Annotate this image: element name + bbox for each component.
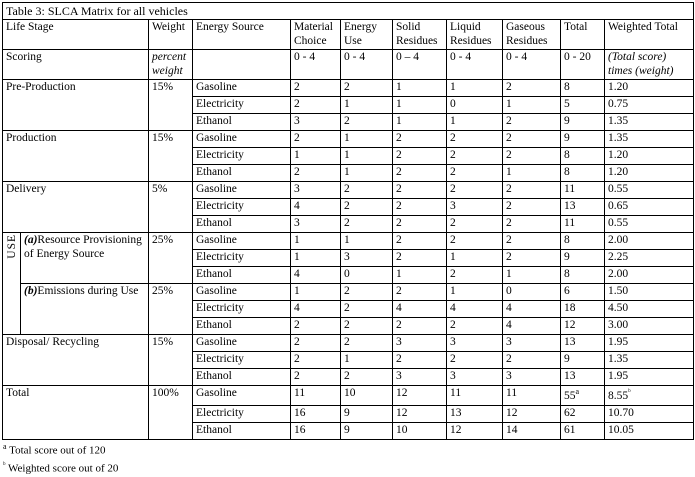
solid-residues: 1 [393, 80, 447, 97]
gaseous-residues: 14 [503, 422, 561, 439]
row-total: 8 [561, 233, 605, 250]
energy-source: Ethanol [193, 267, 291, 284]
row-total [561, 386, 605, 405]
table-row [3, 284, 694, 301]
gaseous-residues: 4 [503, 318, 561, 335]
material-choice: 4 [291, 301, 341, 318]
energy-use: 9 [341, 405, 393, 422]
liquid-residues: 12 [447, 422, 503, 439]
row-weighted-total: 2.00 [605, 267, 694, 284]
table-row-total [3, 386, 694, 405]
substage-letter-a: (a) [24, 234, 38, 247]
energy-use: 2 [341, 335, 393, 352]
gaseous-residues: 2 [503, 148, 561, 165]
header-energy-use: Energy Use [341, 20, 393, 50]
energy-source: Ethanol [193, 369, 291, 386]
row-total: 5 [561, 97, 605, 114]
substage-label-b: Emissions during Use [37, 285, 139, 298]
gaseous-residues: 2 [503, 199, 561, 216]
gaseous-residues: 1 [503, 165, 561, 182]
material-choice: 4 [291, 267, 341, 284]
energy-source: Ethanol [193, 114, 291, 131]
row-total: 13 [561, 335, 605, 352]
gaseous-residues: 2 [503, 182, 561, 199]
energy-use: 2 [341, 182, 393, 199]
liquid-residues: 0 [447, 97, 503, 114]
row-total: 12 [561, 318, 605, 335]
solid-residues: 2 [393, 182, 447, 199]
stage-total: Total [3, 386, 149, 439]
liquid-residues: 2 [447, 318, 503, 335]
liquid-residues: 3 [447, 369, 503, 386]
row-weighted-total: 1.95 [605, 335, 694, 352]
liquid-residues: 2 [447, 182, 503, 199]
solid-residues: 2 [393, 131, 447, 148]
solid-residues: 2 [393, 165, 447, 182]
row-weighted-total: 2.25 [605, 250, 694, 267]
liquid-residues: 13 [447, 405, 503, 422]
row-total-value: 55 [564, 390, 576, 403]
solid-residues: 2 [393, 318, 447, 335]
energy-use: 1 [341, 352, 393, 369]
row-total: 62 [561, 405, 605, 422]
liquid-residues: 1 [447, 284, 503, 301]
row-weighted-total [605, 386, 694, 405]
liquid-residues: 3 [447, 199, 503, 216]
row-weighted-total-value: 8.55 [608, 390, 629, 403]
liquid-residues: 2 [447, 148, 503, 165]
row-weighted-total: 1.20 [605, 80, 694, 97]
material-choice: 2 [291, 352, 341, 369]
gaseous-residues: 2 [503, 352, 561, 369]
liquid-residues: 3 [447, 335, 503, 352]
row-weighted-total: 3.00 [605, 318, 694, 335]
energy-use: 1 [341, 131, 393, 148]
material-choice: 2 [291, 335, 341, 352]
row-weighted-total: 1.35 [605, 131, 694, 148]
energy-use: 10 [341, 386, 393, 405]
row-total: 18 [561, 301, 605, 318]
liquid-residues: 2 [447, 165, 503, 182]
row-total: 9 [561, 131, 605, 148]
weight-emissions-during-use: 25% [149, 284, 193, 335]
energy-use: 0 [341, 267, 393, 284]
row-total: 9 [561, 250, 605, 267]
material-choice: 3 [291, 114, 341, 131]
energy-use: 2 [341, 301, 393, 318]
energy-source: Electricity [193, 250, 291, 267]
energy-source: Gasoline [193, 335, 291, 352]
energy-source: Gasoline [193, 182, 291, 199]
solid-residues: 1 [393, 97, 447, 114]
row-weighted-total: 2.00 [605, 233, 694, 250]
row-total-footnote-marker: a [575, 387, 580, 397]
weight-production: 15% [149, 131, 193, 182]
solid-residues: 10 [393, 422, 447, 439]
solid-residues: 2 [393, 250, 447, 267]
material-choice: 16 [291, 405, 341, 422]
row-weighted-total: 10.05 [605, 422, 694, 439]
solid-residues: 2 [393, 148, 447, 165]
energy-source: Ethanol [193, 165, 291, 182]
row-total: 13 [561, 199, 605, 216]
energy-use: 2 [341, 318, 393, 335]
weight-disposal-recycling: 15% [149, 335, 193, 386]
energy-use: 1 [341, 148, 393, 165]
material-choice: 1 [291, 148, 341, 165]
header-solid-residues: Solid Residues [393, 20, 447, 50]
energy-use: 2 [341, 369, 393, 386]
row-weighted-total: 1.35 [605, 352, 694, 369]
scoring-energy-source [193, 50, 291, 80]
solid-residues: 2 [393, 199, 447, 216]
scoring-row [3, 50, 694, 80]
solid-residues: 2 [393, 352, 447, 369]
energy-use: 2 [341, 216, 393, 233]
row-total: 11 [561, 182, 605, 199]
substage-letter-b: (b) [24, 285, 38, 298]
energy-use: 2 [341, 199, 393, 216]
solid-residues: 12 [393, 405, 447, 422]
liquid-residues: 4 [447, 301, 503, 318]
use-label-text: USE [6, 234, 18, 260]
row-weighted-total: 1.35 [605, 114, 694, 131]
liquid-residues: 2 [447, 216, 503, 233]
material-choice: 3 [291, 182, 341, 199]
scoring-weight: percent weight [149, 50, 193, 80]
energy-use: 2 [341, 80, 393, 97]
gaseous-residues: 3 [503, 335, 561, 352]
solid-residues: 3 [393, 369, 447, 386]
material-choice: 2 [291, 165, 341, 182]
row-total: 8 [561, 80, 605, 97]
stage-production: Production [3, 131, 149, 182]
row-total: 13 [561, 369, 605, 386]
scoring-energy-use: 0 - 4 [341, 50, 393, 80]
header-row [3, 20, 694, 50]
liquid-residues: 2 [447, 267, 503, 284]
liquid-residues: 1 [447, 250, 503, 267]
material-choice: 1 [291, 250, 341, 267]
row-weighted-total: 0.55 [605, 216, 694, 233]
header-weight: Weight [149, 20, 193, 50]
energy-source: Electricity [193, 148, 291, 165]
weight-delivery: 5% [149, 182, 193, 233]
row-weighted-total: 0.75 [605, 97, 694, 114]
table-row [3, 131, 694, 148]
liquid-residues: 11 [447, 386, 503, 405]
scoring-weighted-total: (Total score) times (weight) [605, 50, 694, 80]
row-total: 61 [561, 422, 605, 439]
header-energy-source: Energy Source [193, 20, 291, 50]
table-row [3, 182, 694, 199]
row-weighted-total: 1.20 [605, 165, 694, 182]
energy-use: 1 [341, 233, 393, 250]
row-weighted-total: 10.70 [605, 405, 694, 422]
stage-disposal-recycling: Disposal/ Recycling [3, 335, 149, 386]
energy-use: 1 [341, 165, 393, 182]
row-total: 9 [561, 114, 605, 131]
energy-use: 1 [341, 97, 393, 114]
stage-resource-provisioning [21, 233, 149, 284]
scoring-liquid-residues: 0 - 4 [447, 50, 503, 80]
material-choice: 16 [291, 422, 341, 439]
table-row [3, 80, 694, 97]
header-material-choice: Material Choice [291, 20, 341, 50]
footnote-a [3, 442, 695, 458]
solid-residues: 2 [393, 216, 447, 233]
energy-source: Ethanol [193, 422, 291, 439]
solid-residues: 2 [393, 284, 447, 301]
header-life-stage: Life Stage [3, 20, 149, 50]
gaseous-residues: 0 [503, 284, 561, 301]
table-title: Table 3: SLCA Matrix for all vehicles [3, 3, 694, 20]
stage-delivery: Delivery [3, 182, 149, 233]
liquid-residues: 1 [447, 80, 503, 97]
header-weighted-total: Weighted Total [605, 20, 694, 50]
solid-residues: 3 [393, 335, 447, 352]
solid-residues: 4 [393, 301, 447, 318]
footnote-a-text: Total score out of 120 [9, 444, 106, 457]
energy-source: Gasoline [193, 284, 291, 301]
energy-use: 2 [341, 114, 393, 131]
gaseous-residues: 2 [503, 131, 561, 148]
table-row [3, 335, 694, 352]
row-total: 8 [561, 165, 605, 182]
scoring-total: 0 - 20 [561, 50, 605, 80]
energy-source: Gasoline [193, 386, 291, 405]
scoring-gaseous-residues: 0 - 4 [503, 50, 561, 80]
energy-source: Gasoline [193, 80, 291, 97]
liquid-residues: 2 [447, 233, 503, 250]
gaseous-residues: 2 [503, 233, 561, 250]
material-choice: 2 [291, 131, 341, 148]
row-total: 9 [561, 352, 605, 369]
gaseous-residues: 4 [503, 301, 561, 318]
energy-source: Ethanol [193, 318, 291, 335]
scoring-solid-residues: 0 – 4 [393, 50, 447, 80]
footnote-b [3, 460, 695, 476]
stage-use-group-label [3, 233, 21, 335]
row-weighted-total: 1.50 [605, 284, 694, 301]
gaseous-residues: 11 [503, 386, 561, 405]
row-weighted-total: 1.20 [605, 148, 694, 165]
liquid-residues: 2 [447, 131, 503, 148]
stage-pre-production: Pre-Production [3, 80, 149, 131]
row-total: 11 [561, 216, 605, 233]
energy-source: Gasoline [193, 233, 291, 250]
table-row [3, 233, 694, 250]
material-choice: 2 [291, 369, 341, 386]
weight-pre-production: 15% [149, 80, 193, 131]
energy-source: Gasoline [193, 131, 291, 148]
weight-resource-provisioning: 25% [149, 233, 193, 284]
weight-total: 100% [149, 386, 193, 439]
solid-residues: 12 [393, 386, 447, 405]
slca-matrix-table [2, 2, 694, 440]
material-choice: 1 [291, 233, 341, 250]
gaseous-residues: 1 [503, 267, 561, 284]
row-weighted-footnote-marker: ᵇ [628, 387, 631, 397]
energy-source: Ethanol [193, 216, 291, 233]
scoring-material-choice: 0 - 4 [291, 50, 341, 80]
document-page [0, 2, 695, 475]
scoring-label: Scoring [3, 50, 149, 80]
gaseous-residues: 2 [503, 114, 561, 131]
stage-emissions-during-use [21, 284, 149, 335]
footnote-a-marker: a [3, 441, 7, 451]
substage-label-a: Resource Provisioning of Energy Source [24, 234, 142, 260]
row-total: 6 [561, 284, 605, 301]
gaseous-residues: 1 [503, 97, 561, 114]
material-choice: 3 [291, 216, 341, 233]
material-choice: 11 [291, 386, 341, 405]
row-weighted-total: 0.55 [605, 182, 694, 199]
gaseous-residues: 2 [503, 80, 561, 97]
material-choice: 2 [291, 80, 341, 97]
table-title-row [3, 3, 694, 20]
gaseous-residues: 2 [503, 250, 561, 267]
energy-source: Electricity [193, 97, 291, 114]
row-total: 8 [561, 148, 605, 165]
row-total: 8 [561, 267, 605, 284]
energy-source: Electricity [193, 405, 291, 422]
energy-source: Electricity [193, 301, 291, 318]
material-choice: 2 [291, 318, 341, 335]
row-weighted-total: 0.65 [605, 199, 694, 216]
gaseous-residues: 3 [503, 369, 561, 386]
footnote-b-text: Weighted score out of 20 [8, 462, 119, 475]
row-weighted-total: 4.50 [605, 301, 694, 318]
energy-source: Electricity [193, 199, 291, 216]
gaseous-residues: 2 [503, 216, 561, 233]
solid-residues: 1 [393, 114, 447, 131]
liquid-residues: 2 [447, 352, 503, 369]
row-weighted-total: 1.95 [605, 369, 694, 386]
solid-residues: 2 [393, 233, 447, 250]
header-liquid-residues: Liquid Residues [447, 20, 503, 50]
header-gaseous-residues: Gaseous Residues [503, 20, 561, 50]
energy-use: 3 [341, 250, 393, 267]
material-choice: 4 [291, 199, 341, 216]
material-choice: 1 [291, 284, 341, 301]
footnote-b-marker: ᵇ [3, 460, 6, 470]
energy-source: Electricity [193, 352, 291, 369]
liquid-residues: 1 [447, 114, 503, 131]
solid-residues: 1 [393, 267, 447, 284]
energy-use: 2 [341, 284, 393, 301]
gaseous-residues: 12 [503, 405, 561, 422]
material-choice: 2 [291, 97, 341, 114]
header-total: Total [561, 20, 605, 50]
energy-use: 9 [341, 422, 393, 439]
